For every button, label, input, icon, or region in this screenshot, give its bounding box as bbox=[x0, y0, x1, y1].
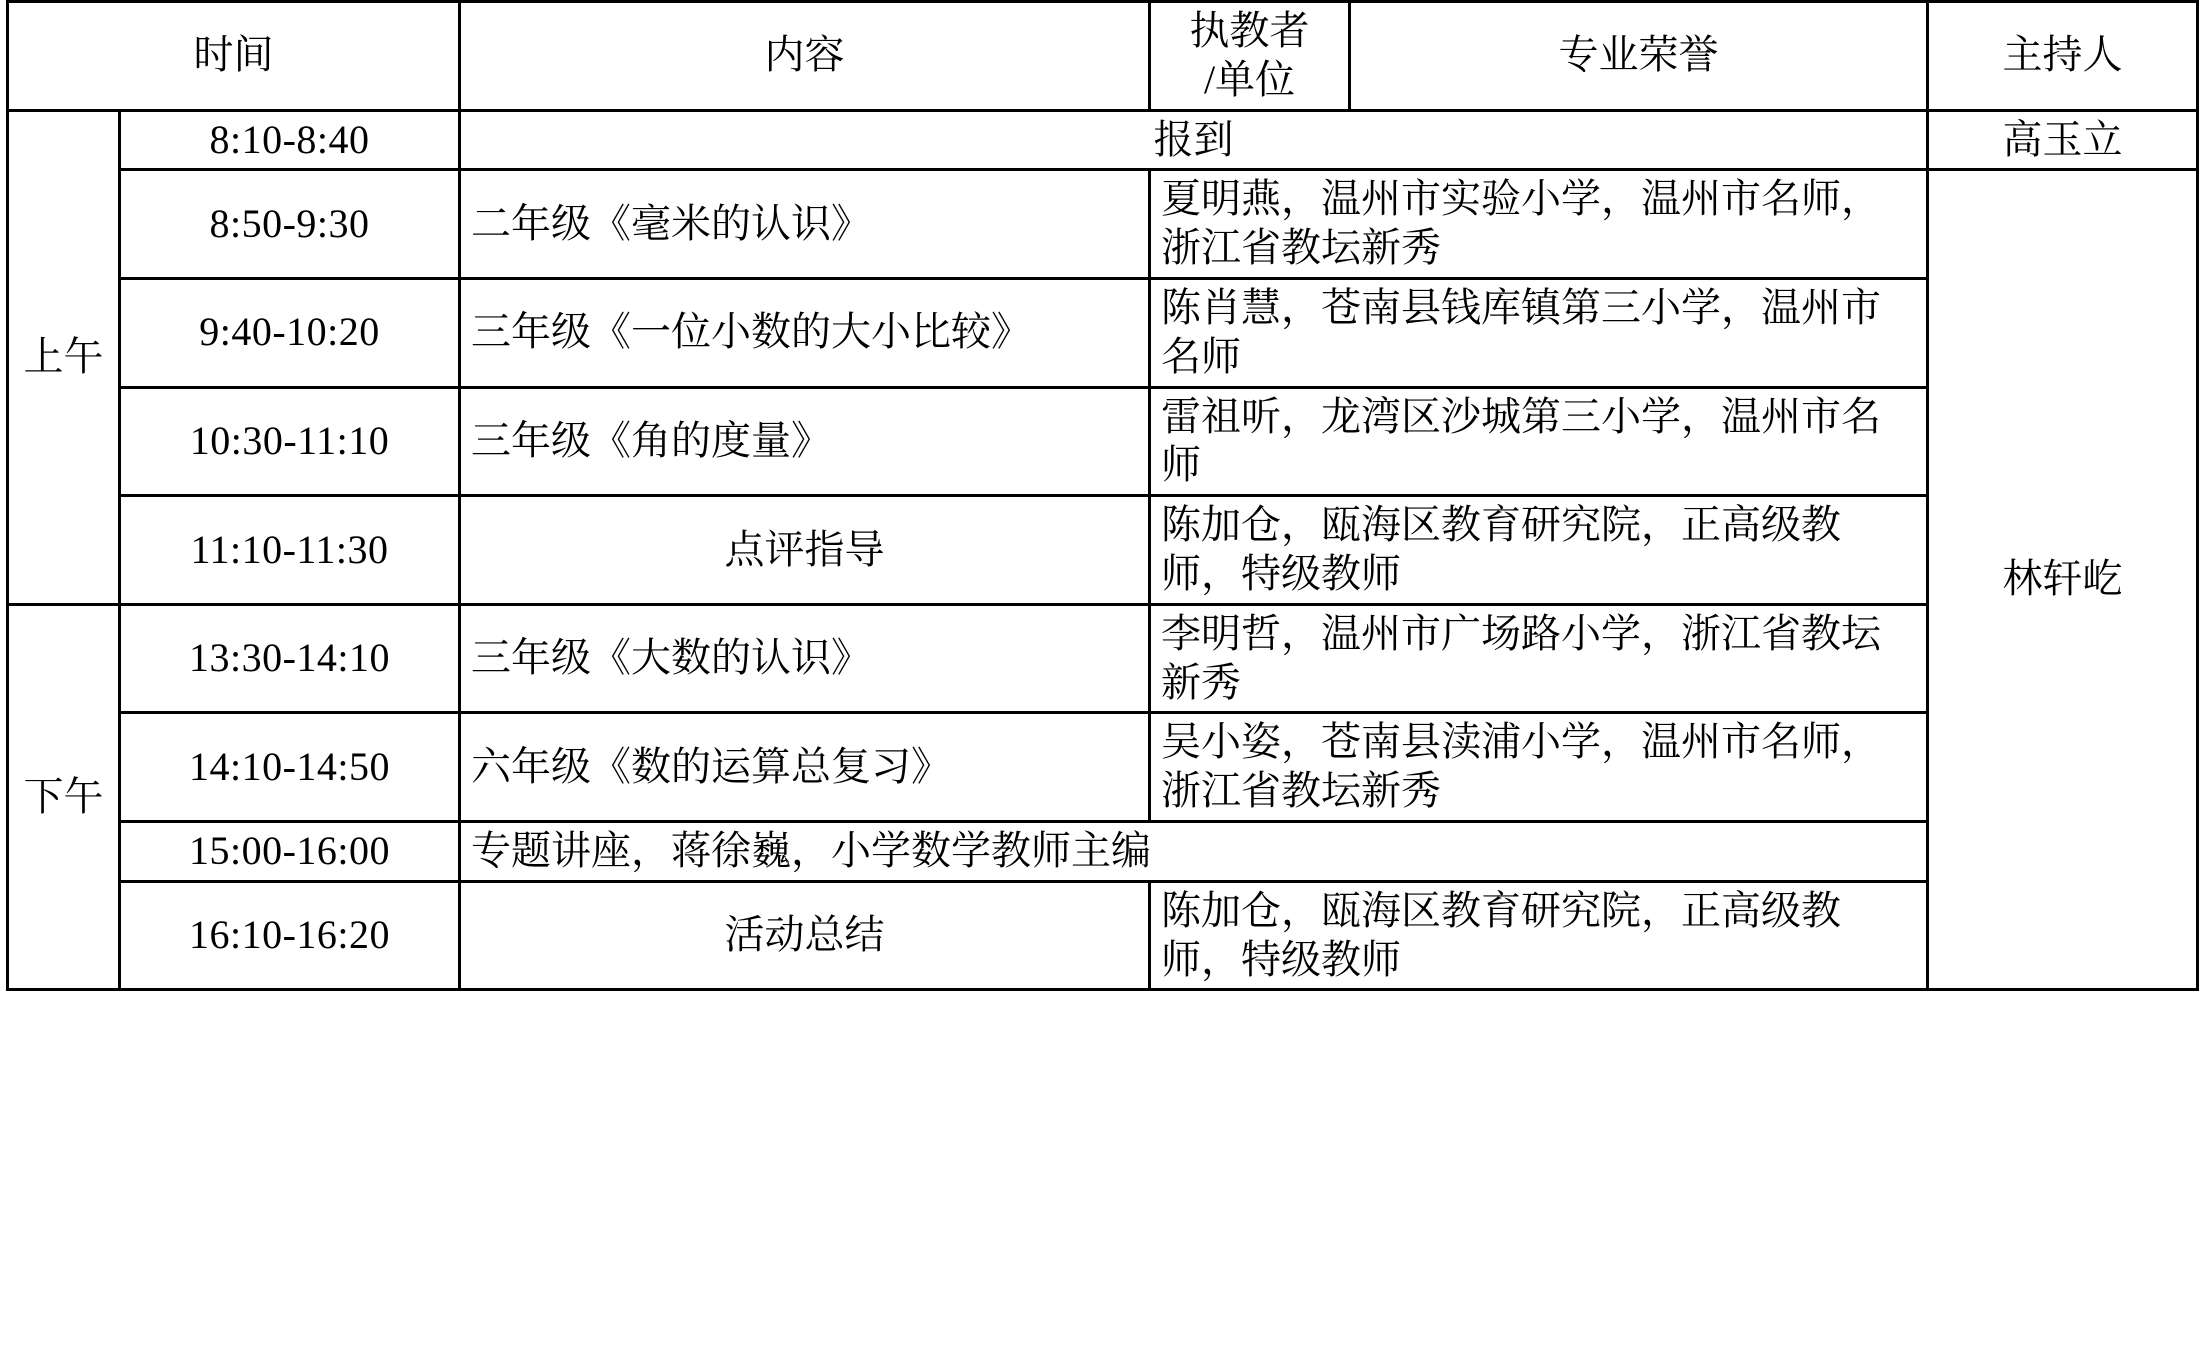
row-teacher-detail: 雷祖听，龙湾区沙城第三小学，温州市名师 bbox=[1150, 387, 1928, 496]
row-teacher-detail: 夏明燕，温州市实验小学，温州市名师，浙江省教坛新秀 bbox=[1150, 170, 1928, 279]
header-teacher-unit bbox=[1150, 2, 1350, 111]
host-main: 林轩屹 bbox=[1928, 170, 2198, 990]
row-time: 15:00-16:00 bbox=[120, 821, 460, 881]
row-content: 活动总结 bbox=[460, 881, 1150, 990]
row-time: 8:50-9:30 bbox=[120, 170, 460, 279]
table-row bbox=[8, 496, 2198, 605]
row-time: 14:10-14:50 bbox=[120, 713, 460, 822]
table-row bbox=[8, 387, 2198, 496]
table-row bbox=[8, 881, 2198, 990]
table-row bbox=[8, 278, 2198, 387]
row-content: 六年级《数的运算总复习》 bbox=[460, 713, 1150, 822]
row-content: 专题讲座，蒋徐巍，小学数学教师主编 bbox=[460, 821, 1928, 881]
row-time: 11:10-11:30 bbox=[120, 496, 460, 605]
row-teacher-detail: 陈肖慧，苍南县钱库镇第三小学，温州市名师 bbox=[1150, 278, 1928, 387]
row-content: 二年级《毫米的认识》 bbox=[460, 170, 1150, 279]
table-row bbox=[8, 110, 2198, 170]
header-content: 内容 bbox=[460, 2, 1150, 111]
table-header-row bbox=[8, 2, 2198, 111]
table-row bbox=[8, 170, 2198, 279]
row-teacher-detail: 李明哲，温州市广场路小学，浙江省教坛新秀 bbox=[1150, 604, 1928, 713]
table-row bbox=[8, 604, 2198, 713]
row-content: 三年级《大数的认识》 bbox=[460, 604, 1150, 713]
session-morning: 上午 bbox=[8, 110, 120, 604]
row-content: 三年级《一位小数的大小比较》 bbox=[460, 278, 1150, 387]
row-teacher-detail: 陈加仓，瓯海区教育研究院，正高级教师，特级教师 bbox=[1150, 496, 1928, 605]
schedule-table bbox=[6, 0, 2199, 991]
row-time: 10:30-11:10 bbox=[120, 387, 460, 496]
row-content: 三年级《角的度量》 bbox=[460, 387, 1150, 496]
table-row bbox=[8, 821, 2198, 881]
row-teacher-detail: 吴小姿，苍南县渎浦小学，温州市名师，浙江省教坛新秀 bbox=[1150, 713, 1928, 822]
session-afternoon: 下午 bbox=[8, 604, 120, 990]
row-time: 8:10-8:40 bbox=[120, 110, 460, 170]
row-time: 9:40-10:20 bbox=[120, 278, 460, 387]
row-time: 13:30-14:10 bbox=[120, 604, 460, 713]
header-teacher-line1: 执教者 bbox=[1189, 8, 1310, 53]
host-registration: 高玉立 bbox=[1928, 110, 2198, 170]
row-content: 点评指导 bbox=[460, 496, 1150, 605]
header-honor: 专业荣誉 bbox=[1350, 2, 1928, 111]
row-teacher-detail: 陈加仓，瓯海区教育研究院，正高级教师，特级教师 bbox=[1150, 881, 1928, 990]
row-time: 16:10-16:20 bbox=[120, 881, 460, 990]
table-row bbox=[8, 713, 2198, 822]
header-teacher-line2: /单位 bbox=[1203, 56, 1296, 102]
header-time: 时间 bbox=[8, 2, 460, 111]
header-host: 主持人 bbox=[1928, 2, 2198, 111]
row-content: 报到 bbox=[460, 110, 1928, 170]
